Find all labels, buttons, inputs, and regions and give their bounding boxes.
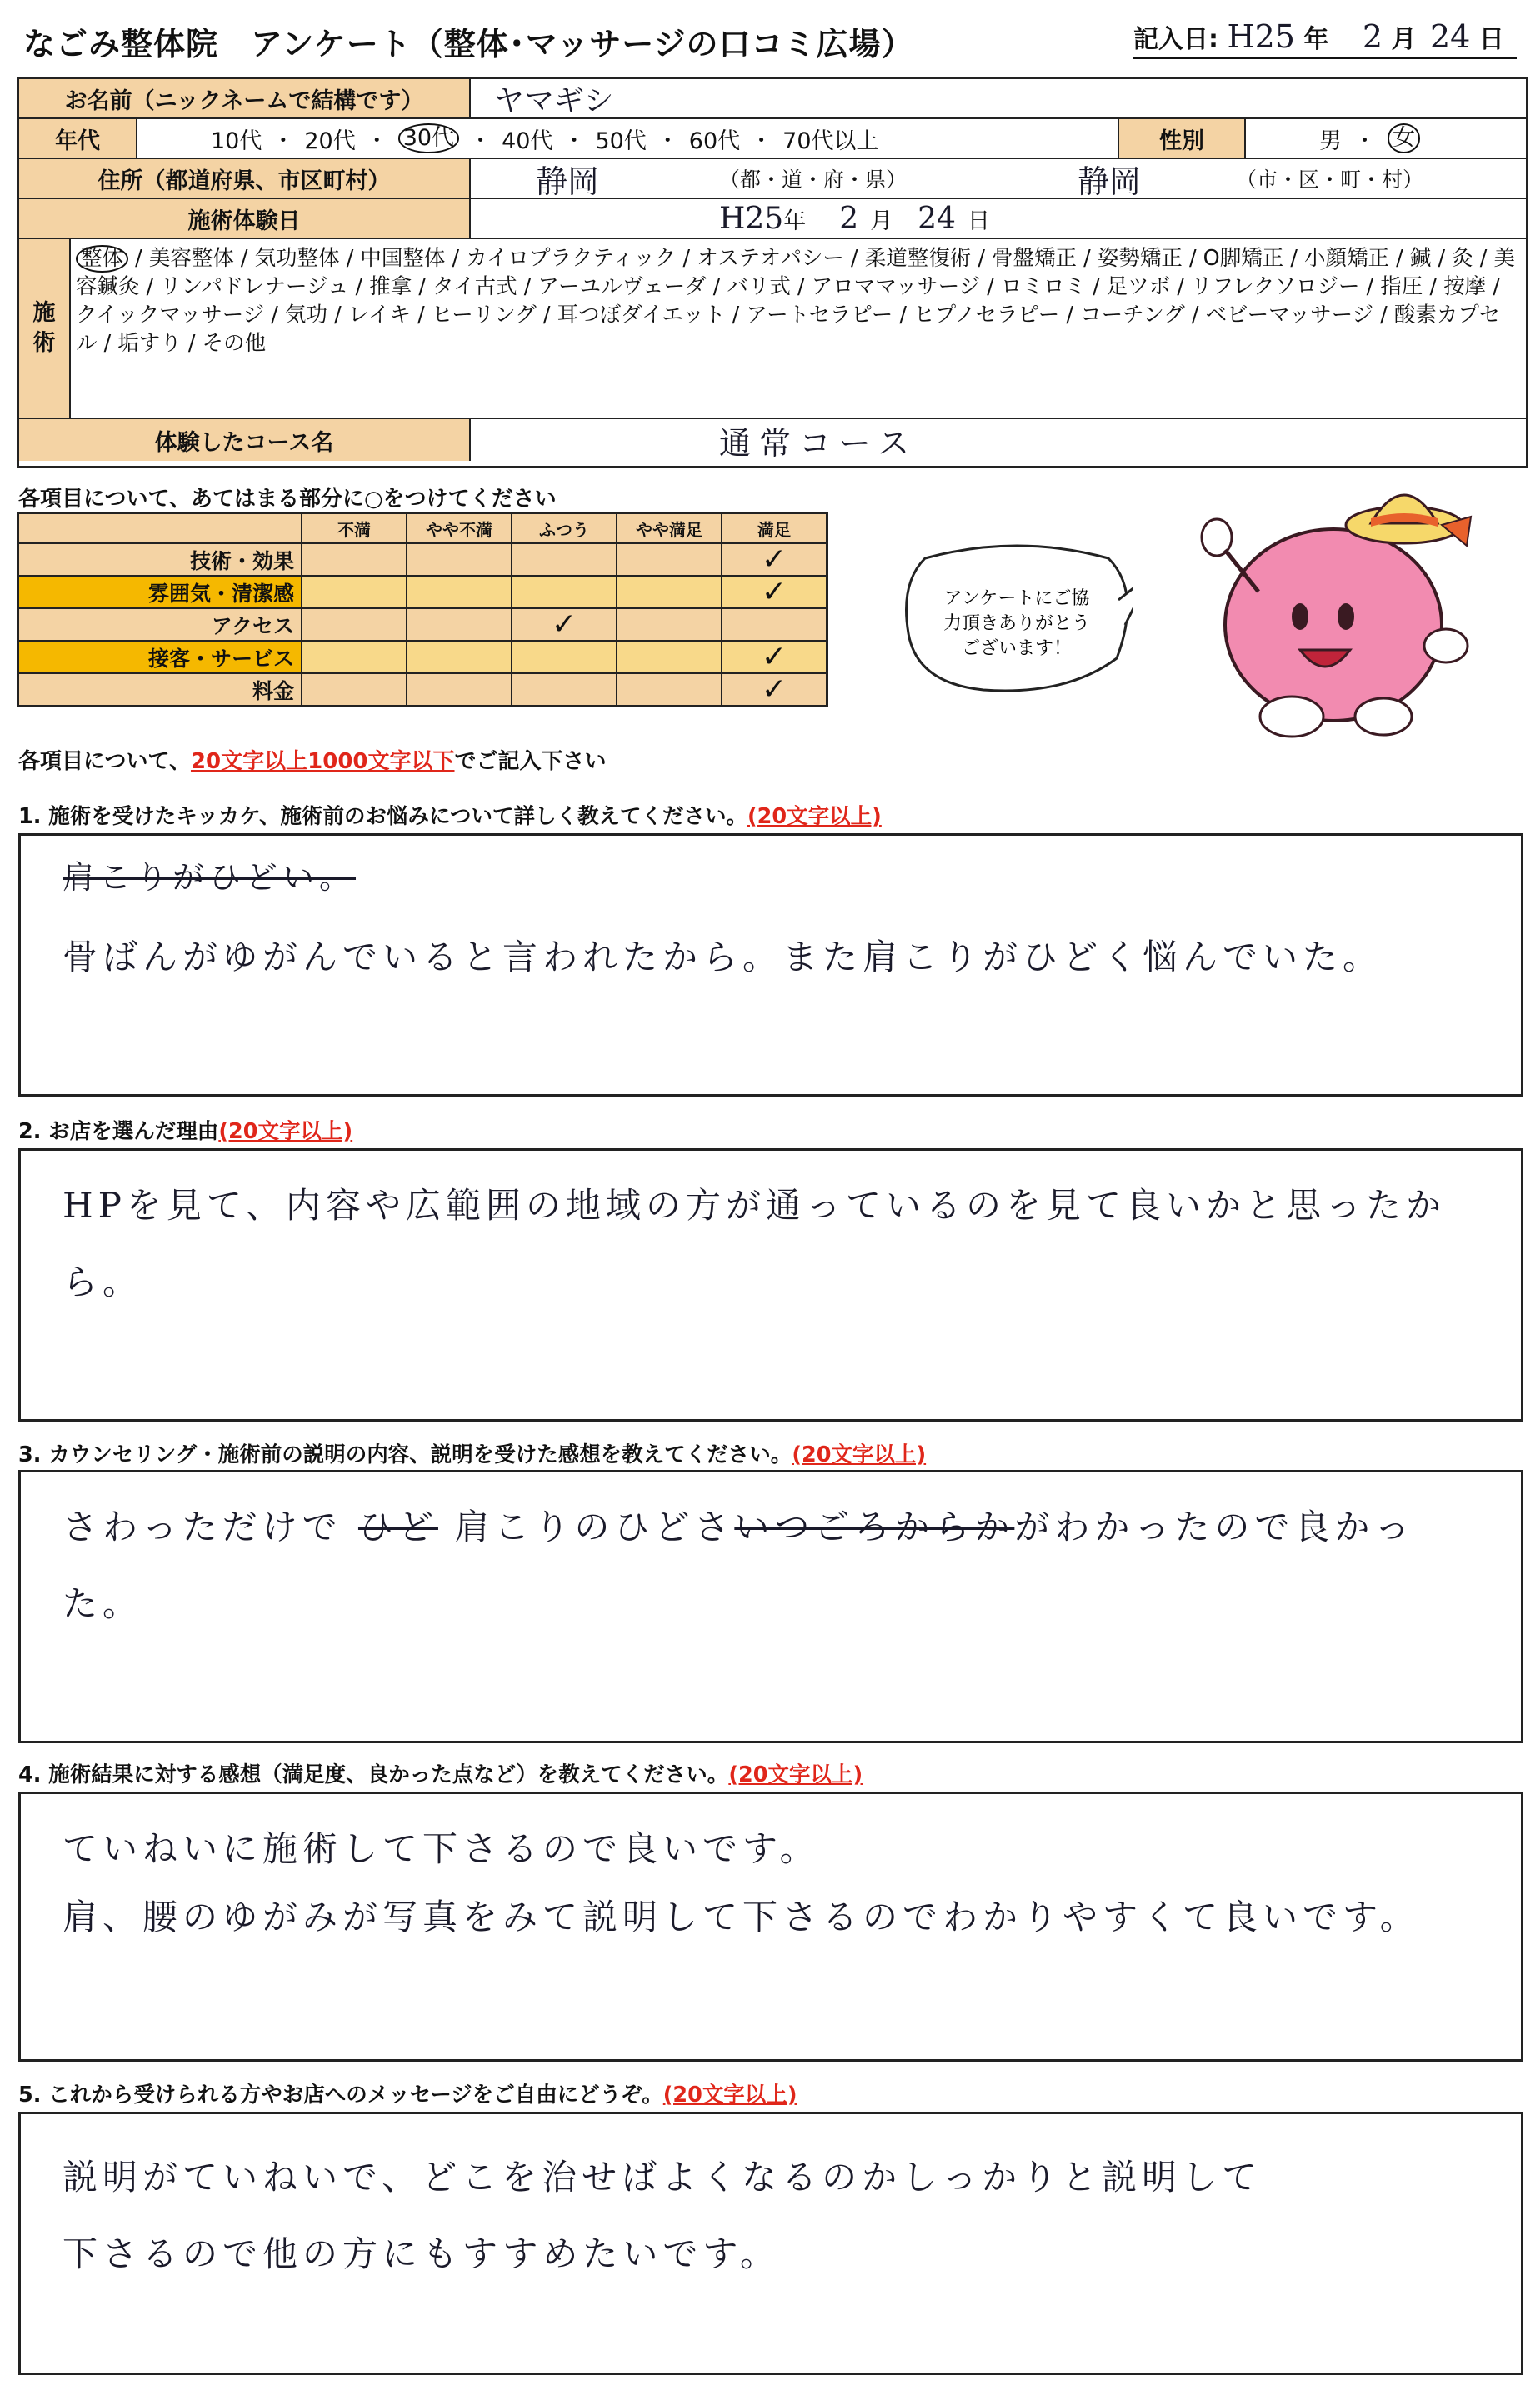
name-row [19, 79, 1526, 119]
age-option[interactable]: 70代以上 [782, 128, 879, 154]
rating-col: やや満足 [617, 513, 722, 544]
rating-table [17, 512, 828, 708]
question-1-answer: 骨ばんがゆがんでいると言われたから。また肩こりがひどく悩んでいた。 [62, 937, 1383, 978]
visit-date-value[interactable] [719, 199, 990, 238]
thanks-bubble [900, 542, 1133, 700]
rating-cell[interactable] [302, 608, 407, 641]
rating-checkmark[interactable]: ✓ [722, 641, 828, 673]
rating-header-blank [18, 513, 302, 544]
age-option[interactable]: 20代 [304, 128, 356, 154]
rating-row-label: 料金 [18, 673, 302, 707]
treatment-options [76, 244, 1516, 358]
rating-col: 満足 [722, 513, 828, 544]
rating-cell[interactable] [617, 608, 722, 641]
question-5-answer-line2: 下さるので他の方にもすすめたいです。 [62, 2233, 781, 2274]
rating-checkmark[interactable]: ✓ [722, 576, 828, 608]
question-3-part-c: がわかったので良かった。 [62, 1507, 1415, 1624]
entry-date-tsuki: 月 [1391, 25, 1417, 54]
rating-cell[interactable] [407, 641, 512, 673]
entry-date [1133, 18, 1504, 55]
question-2-answer-box[interactable] [18, 1148, 1523, 1422]
question-5-answer-line1: 説明がていねいで、どこを治せばよくなるのかしっかりと説明して [62, 2157, 1262, 2198]
treatment-label [19, 239, 71, 418]
gender-female-selected[interactable]: 女 [1388, 123, 1420, 152]
age-separator: ・ [272, 128, 295, 154]
char-limit-instruction [18, 744, 607, 775]
entry-date-day: 24 [1429, 18, 1471, 55]
age-separator: ・ [469, 128, 492, 154]
entry-date-nichi: 日 [1478, 25, 1504, 54]
rating-cell[interactable] [617, 641, 722, 673]
rating-cell[interactable] [407, 608, 512, 641]
rating-cell[interactable] [512, 543, 617, 576]
age-separator: ・ [750, 128, 773, 154]
age-option[interactable]: 10代 [211, 128, 262, 154]
question-3-text: 3. カウンセリング・施術前の説明の内容、説明を受けた感想を教えてください。 [18, 1442, 792, 1468]
question-3-title [18, 1438, 926, 1468]
rating-cell[interactable] [407, 576, 512, 608]
question-2-min: (20文字以上) [218, 1119, 353, 1144]
rating-cell[interactable] [617, 576, 722, 608]
question-3-struck-a: ひど [358, 1507, 438, 1548]
age-option[interactable]: 40代 [502, 128, 553, 154]
visit-nichi: 日 [967, 208, 990, 234]
address-city[interactable]: 静岡 [1078, 162, 1142, 200]
rating-row [18, 608, 828, 641]
question-3-part-a: さわっただけで [62, 1507, 342, 1548]
rating-header-row [18, 513, 828, 544]
entry-date-month: 2 [1362, 18, 1383, 55]
question-5-text: 5. これから受けられる方やお店へのメッセージをご自由にどうぞ。 [18, 2082, 663, 2108]
rating-row [18, 543, 828, 576]
question-5-answer-box[interactable] [18, 2112, 1523, 2375]
treatment-label-1: 施 [32, 299, 56, 326]
rating-row [18, 576, 828, 608]
rating-row [18, 641, 828, 673]
question-1-title [18, 800, 882, 830]
course-label: 体験したコース名 [19, 419, 471, 461]
rating-row-label: 雰囲気・清潔感 [18, 576, 302, 608]
question-1-min: (20文字以上) [748, 804, 882, 829]
rating-checkmark[interactable]: ✓ [512, 608, 617, 641]
question-4-title [18, 1758, 862, 1788]
age-option[interactable]: 50代 [595, 128, 647, 154]
visit-day: 24 [918, 201, 956, 236]
visit-date-label: 施術体験日 [19, 199, 471, 238]
age-option[interactable]: 60代 [688, 128, 741, 154]
gender-male[interactable]: 男 [1319, 128, 1342, 154]
treatment-label-2: 術 [32, 330, 56, 356]
question-5-min: (20文字以上) [662, 2082, 798, 2108]
question-3-part-b: 肩こりのひどさ [454, 1507, 735, 1548]
profile-form [17, 77, 1528, 468]
question-4-text: 4. 施術結果に対する感想（満足度、良かった点など）を教えてください。 [18, 1762, 729, 1788]
treatment-row [19, 239, 1526, 419]
rating-cell[interactable] [512, 673, 617, 707]
gender-label: 性別 [1118, 119, 1246, 158]
question-3-struck-b: いつごろからか [734, 1507, 1015, 1548]
rating-col: ふつう [512, 513, 617, 544]
question-4-min: (20文字以上) [728, 1762, 863, 1788]
instruction-limit: 20文字以上1000文字以下 [190, 749, 455, 774]
name-value[interactable]: ヤマギシ [494, 83, 614, 118]
bubble-line3: ございます！ [961, 638, 1072, 659]
rating-col: やや不満 [407, 513, 512, 544]
bubble-line2: 力頂きありがとう [942, 613, 1091, 634]
question-1-answer-box[interactable] [18, 833, 1523, 1097]
age-separator: ・ [562, 128, 586, 154]
rating-cell[interactable] [302, 673, 407, 707]
address-label: 住所（都道府県、市区町村） [19, 159, 471, 198]
treatment-list: / 美容整体 / 気功整体 / 中国整体 / カイロプラクティック / オステオパシー / 柔道整復術 / 骨盤矯正 / 姿勢矯正 / O脚矯正 / 小顔矯正 / 鍼 / 灸 / 美容鍼灸 / リンパドレナージュ / 推拿 / タイ古式 / アーユルヴェーダ / バリ式 / アロママッサージ / ロミロミ / 足ツボ / リフレクソロジー / 指圧 / 按摩 / クイックマッサージ / 気功 / レイキ / ヒーリング / 耳つぼダイエット / アートセラピー / ヒプノセラピー / コーチング / ベビーマッサージ / 酸素カプセル / 垢すり / その他 [76, 246, 1515, 357]
question-4-answer-line1: ていねいに施術して下さるので良いです。 [62, 1828, 820, 1869]
name-label: お名前（ニックネームで結構です） [19, 79, 471, 118]
entry-date-era: H25 [1227, 18, 1295, 55]
course-row [19, 419, 1526, 461]
gender-options: 男 ・ 女 [1319, 119, 1420, 158]
question-4-answer-box[interactable] [18, 1792, 1523, 2062]
rating-checkmark[interactable]: ✓ [722, 543, 828, 576]
age-label: 年代 [19, 119, 138, 158]
question-2-answer: HPを見て、内容や広範囲の地域の方が通っているのを見て良いかと思ったから。 [62, 1185, 1447, 1302]
bubble-line1: アンケートにご協 [943, 588, 1090, 609]
mascot-illustration [1167, 467, 1517, 742]
rating-row-label: アクセス [18, 608, 302, 641]
rating-cell[interactable] [617, 543, 722, 576]
rating-cell[interactable] [302, 543, 407, 576]
age-options [211, 119, 879, 158]
address-city-suffix: （市・区・町・村） [1236, 168, 1424, 192]
survey-title: なごみ整体院 アンケート（整体･マッサージの口コミ広場） [23, 26, 914, 62]
question-1-text: 1. 施術を受けたキッカケ、施術前のお悩みについて詳しく教えてください。 [18, 804, 748, 829]
entry-date-nen: 年 [1303, 25, 1329, 54]
rating-cell[interactable] [407, 673, 512, 707]
instruction-pre: 各項目について、 [18, 749, 191, 774]
address-pref[interactable]: 静岡 [536, 162, 600, 200]
age-row [19, 119, 1526, 159]
rating-checkmark[interactable]: ✓ [722, 673, 828, 707]
question-4-answer-line2: 肩、腰のゆがみが写真をみて説明して下さるのでわかりやすくて良いです。 [62, 1897, 1420, 1938]
rating-cell[interactable] [512, 576, 617, 608]
rating-cell[interactable] [302, 641, 407, 673]
age-option-selected[interactable]: 30代 [398, 123, 459, 152]
age-separator: ・ [365, 128, 388, 154]
question-1-struck-text: 肩こりがひどい。 [62, 859, 357, 896]
entry-date-label: 記入日: [1133, 25, 1218, 54]
date-underline [1133, 57, 1517, 59]
address-pref-suffix: （都・道・府・県） [719, 168, 908, 192]
age-separator: ・ [656, 128, 679, 154]
question-2-title [18, 1115, 352, 1145]
question-5-title [18, 2078, 798, 2108]
visit-date-row [19, 199, 1526, 239]
address-row [19, 159, 1526, 199]
course-value[interactable]: 通常コース [719, 424, 918, 462]
rating-row [18, 673, 828, 707]
rating-cell[interactable] [302, 576, 407, 608]
rating-cell[interactable] [407, 543, 512, 576]
question-3-answer-box[interactable] [18, 1470, 1523, 1743]
rating-col: 不満 [302, 513, 407, 544]
visit-month: 2 [839, 201, 859, 236]
visit-nen: 年 [783, 208, 807, 234]
visit-era: H25 [719, 201, 784, 236]
rating-cell[interactable] [512, 641, 617, 673]
question-3-answer [62, 1489, 1488, 1642]
rating-row-label: 技術・効果 [18, 543, 302, 576]
treatment-selected[interactable]: 整体 [76, 245, 128, 272]
rating-instruction: 各項目について、あてはまる部分に○をつけてください [18, 487, 557, 512]
visit-tsuki: 月 [870, 208, 893, 234]
question-2-text: 2. お店を選んだ理由 [18, 1119, 219, 1144]
instruction-post: でご記入下さい [454, 749, 607, 774]
rating-cell[interactable] [617, 673, 722, 707]
rating-row-label: 接客・サービス [18, 641, 302, 673]
question-3-min: (20文字以上) [792, 1442, 927, 1468]
rating-cell[interactable] [722, 608, 828, 641]
